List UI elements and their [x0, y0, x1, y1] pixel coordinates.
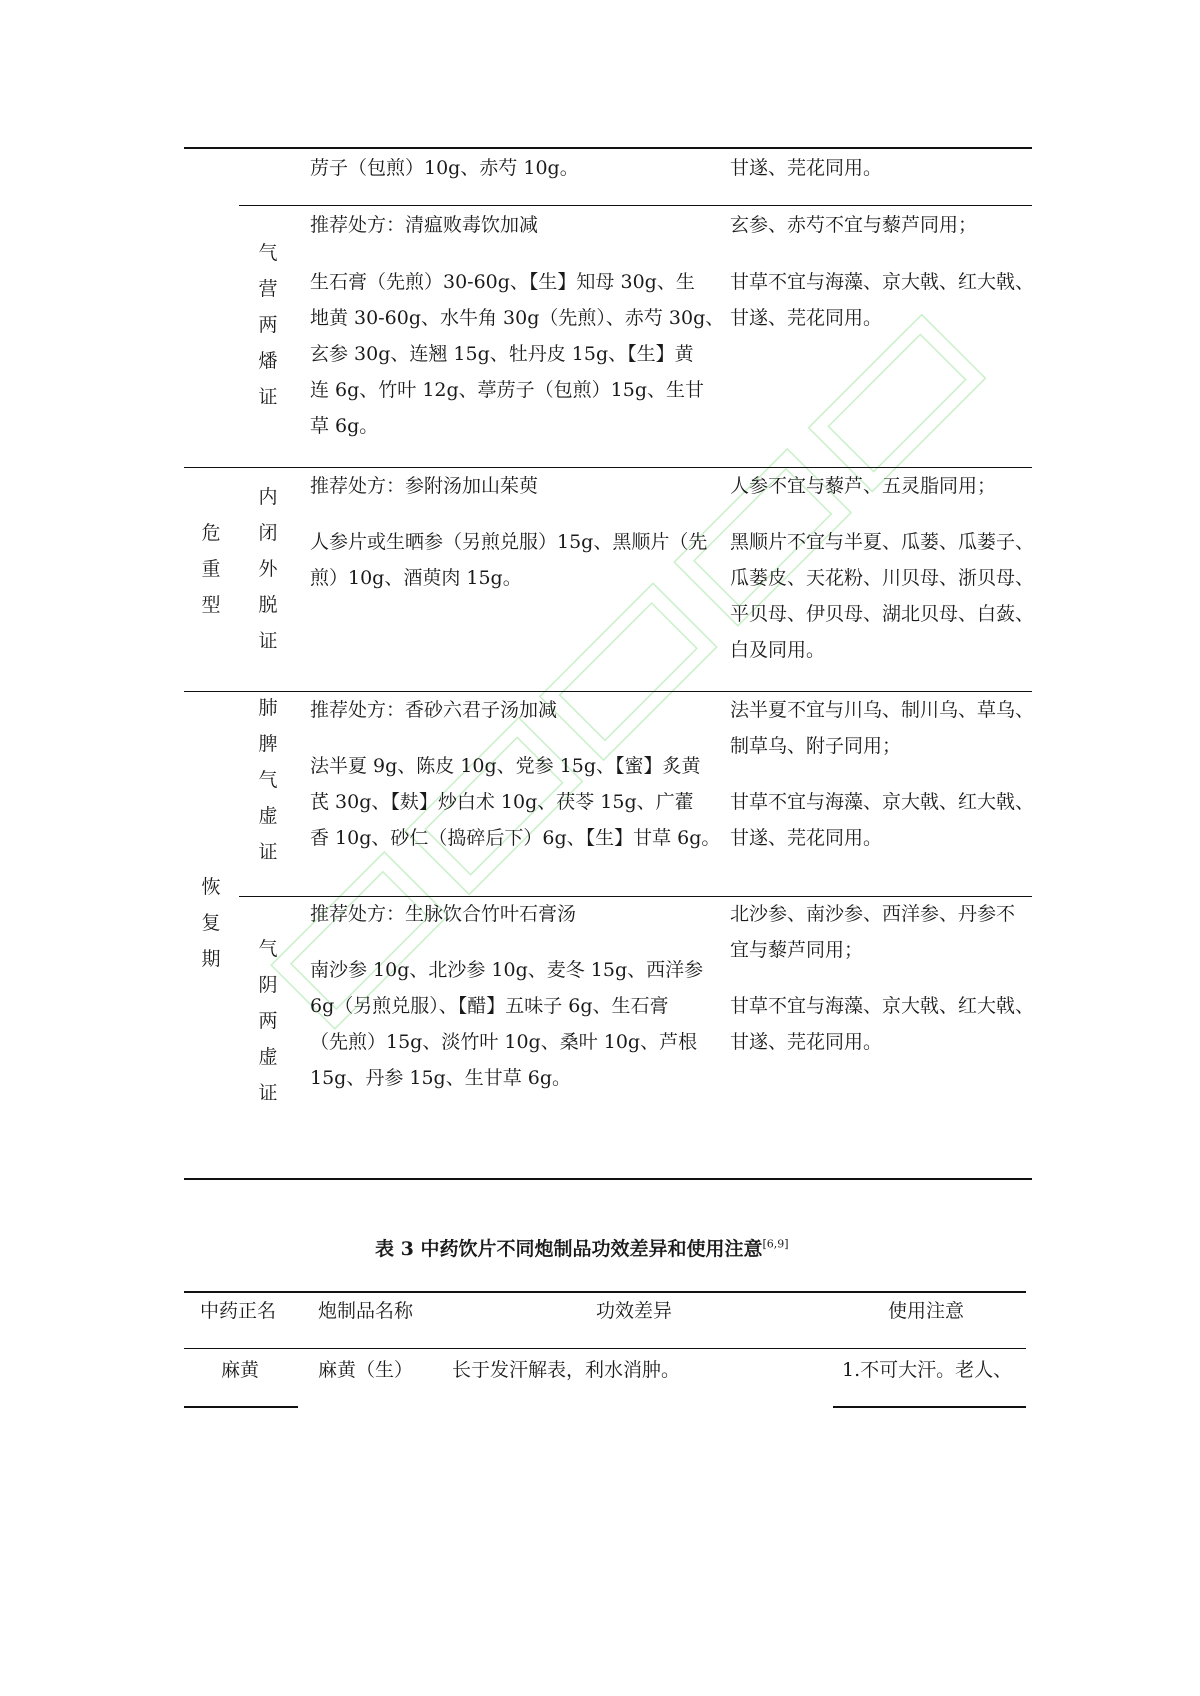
caution-line: 人参不宜与藜芦、五灵脂同用；: [730, 475, 997, 497]
table3-caption-text: 表 3 中药饮片不同炮制品功效差异和使用注意: [375, 1238, 763, 1260]
caution-line: 甘遂、芫花同用。: [730, 1031, 883, 1053]
prescription-line: 南沙参 10g、北沙参 10g、麦冬 15g、西洋参: [310, 959, 704, 981]
prescription-line: 芪 30g、【麸】炒白术 10g、茯苓 15g、广藿: [310, 791, 694, 813]
table3-cell-rule: [833, 1406, 1026, 1408]
prescription-title: 推荐处方：生脉饮合竹叶石膏汤: [310, 903, 577, 925]
table3-header-rule: [184, 1348, 1026, 1349]
caution-line: 制草乌、附子同用；: [730, 735, 902, 757]
document-page: 苈子（包煎）10g、赤芍 10g。 甘遂、芫花同用。 气 营 两 燔 证 推荐处方：清瘟败毒饮加减 生石膏（先煎）30-60g、【生】知母 30g、生 地黄 30-60g、水牛角 30g（先煎）、赤芍 30g、 玄参 30g、连翘 15g、牡丹皮 15g、【生】黄 连 6g、竹叶 12g、葶苈子（包煎）15g、生甘 草 6g。 玄参、赤芍不宜与藜芦同用； 甘草不宜与海藻、京大戟、红大戟、 甘遂、芫花同用。 危 重 型 内 闭 外 脱 证 推荐处方：参附汤加山茱萸 人参片或生晒参（另煎兑服）15g、黑顺片（先 煎）10g、酒萸肉 15g。 人参不宜与藜芦、五灵脂同用； 黑顺片不宜与半夏、瓜蒌、瓜蒌子、 瓜蒌皮、天花粉、川贝母、浙贝母、 平贝母、伊贝母、湖北贝母、白蔹、 白及同用。 恢 复 期 肺 脾 气 虚 证 推荐处方：香砂六君子汤加减 法半夏 9g、陈皮 10g、党参 15g、【蜜】炙黄 芪 30g、【麸】炒白术 10g、茯苓 15g、广藿 香 10g、砂仁（捣碎后下）6g、【生】甘草 6g。 法半夏不宜与川乌、制川乌、草乌、 制草乌、附子同用； 甘草不宜与海藻、京大戟、红大戟、 甘遂、芫花同用。 气 阴 两 虚 证 推荐处方：生脉饮合竹叶石膏汤 南沙参 10g、北沙参 10g、麦冬 15g、西洋参 6g（另煎兑服）、【醋】五味子 6g、生石膏 （先煎）15g、淡竹叶 10g、桑叶 10g、芦根 15g、丹参 15g、生甘草 6g。 北沙参、南沙参、西洋参、丹参不 宜与藜芦同用； 甘草不宜与海藻、京大戟、红大戟、 甘遂、芫花同用。 表 3 中药饮片不同炮制品功效差异和使用注意[6,9] 中药正名 炮制品名称 功效差异 使用注意 麻黄 麻黄（生） 长于发汗解表，利水消肿。 1.不可大汗。老人、: [0, 0, 1200, 1696]
table2-bottom-rule: [184, 1178, 1032, 1180]
caution-line: 甘草不宜与海藻、京大戟、红大戟、: [730, 995, 1035, 1017]
prescription-line: 生石膏（先煎）30-60g、【生】知母 30g、生: [310, 271, 695, 293]
prescription-title: 推荐处方：清瘟败毒饮加减: [310, 214, 539, 236]
prescription-line: 6g（另煎兑服）、【醋】五味子 6g、生石膏: [310, 995, 669, 1017]
prescription-line: 15g、丹参 15g、生甘草 6g。: [310, 1067, 572, 1089]
table3-cell-effect: 长于发汗解表，利水消肿。: [452, 1359, 681, 1381]
prescription-line: 连 6g、竹叶 12g、葶苈子（包煎）15g、生甘: [310, 379, 705, 401]
table2-row-divider: [239, 205, 1032, 206]
prescription-line: 地黄 30-60g、水牛角 30g（先煎）、赤芍 30g、: [310, 307, 725, 329]
caution-line: 宜与藜芦同用；: [730, 939, 864, 961]
caution-line: 甘遂、芫花同用。: [730, 307, 883, 329]
caution-line: 白及同用。: [730, 639, 826, 661]
caution-line: 北沙参、南沙参、西洋参、丹参不: [730, 903, 1016, 925]
prescription-line: 苈子（包煎）10g、赤芍 10g。: [310, 157, 579, 179]
caution-line: 黑顺片不宜与半夏、瓜蒌、瓜蒌子、: [730, 531, 1035, 553]
caution-line: 甘遂、芫花同用。: [730, 827, 883, 849]
caution-line: 甘草不宜与海藻、京大戟、红大戟、: [730, 791, 1035, 813]
caution-line: 瓜蒌皮、天花粉、川贝母、浙贝母、: [730, 567, 1035, 589]
prescription-line: （先煎）15g、淡竹叶 10g、桑叶 10g、芦根: [310, 1031, 698, 1053]
table3-header-caution: 使用注意: [888, 1300, 965, 1322]
table3-header-name: 中药正名: [200, 1300, 277, 1322]
table3-caption-ref: [6,9]: [762, 1237, 789, 1251]
table3-cell-rule: [184, 1406, 298, 1408]
caution-line: 甘草不宜与海藻、京大戟、红大戟、: [730, 271, 1035, 293]
prescription-line: 香 10g、砂仁（捣碎后下）6g、【生】甘草 6g。: [310, 827, 721, 849]
prescription-line: 草 6g。: [310, 415, 379, 437]
table3-cell-caution: 1.不可大汗。老人、: [842, 1359, 1013, 1381]
table3-cell-name: 麻黄: [221, 1359, 260, 1381]
prescription-line: 法半夏 9g、陈皮 10g、党参 15g、【蜜】炙黄: [310, 755, 701, 777]
prescription-line: 煎）10g、酒萸肉 15g。: [310, 567, 522, 589]
table3-header-processed: 炮制品名称: [318, 1300, 414, 1322]
prescription-line: 玄参 30g、连翘 15g、牡丹皮 15g、【生】黄: [310, 343, 694, 365]
caution-line: 法半夏不宜与川乌、制川乌、草乌、: [730, 699, 1035, 721]
caution-line: 平贝母、伊贝母、湖北贝母、白蔹、: [730, 603, 1035, 625]
table3-cell-processed: 麻黄（生）: [318, 1359, 414, 1381]
caution-line: 玄参、赤芍不宜与藜芦同用；: [730, 214, 978, 236]
prescription-title: 推荐处方：参附汤加山茱萸: [310, 475, 539, 497]
table2-top-rule: [184, 147, 1032, 149]
caution-line: 甘遂、芫花同用。: [730, 157, 883, 179]
table3-header-effect: 功效差异: [596, 1300, 673, 1322]
prescription-line: 人参片或生晒参（另煎兑服）15g、黑顺片（先: [310, 531, 708, 553]
table3-caption: [375, 1234, 789, 1261]
prescription-title: 推荐处方：香砂六君子汤加减: [310, 699, 558, 721]
